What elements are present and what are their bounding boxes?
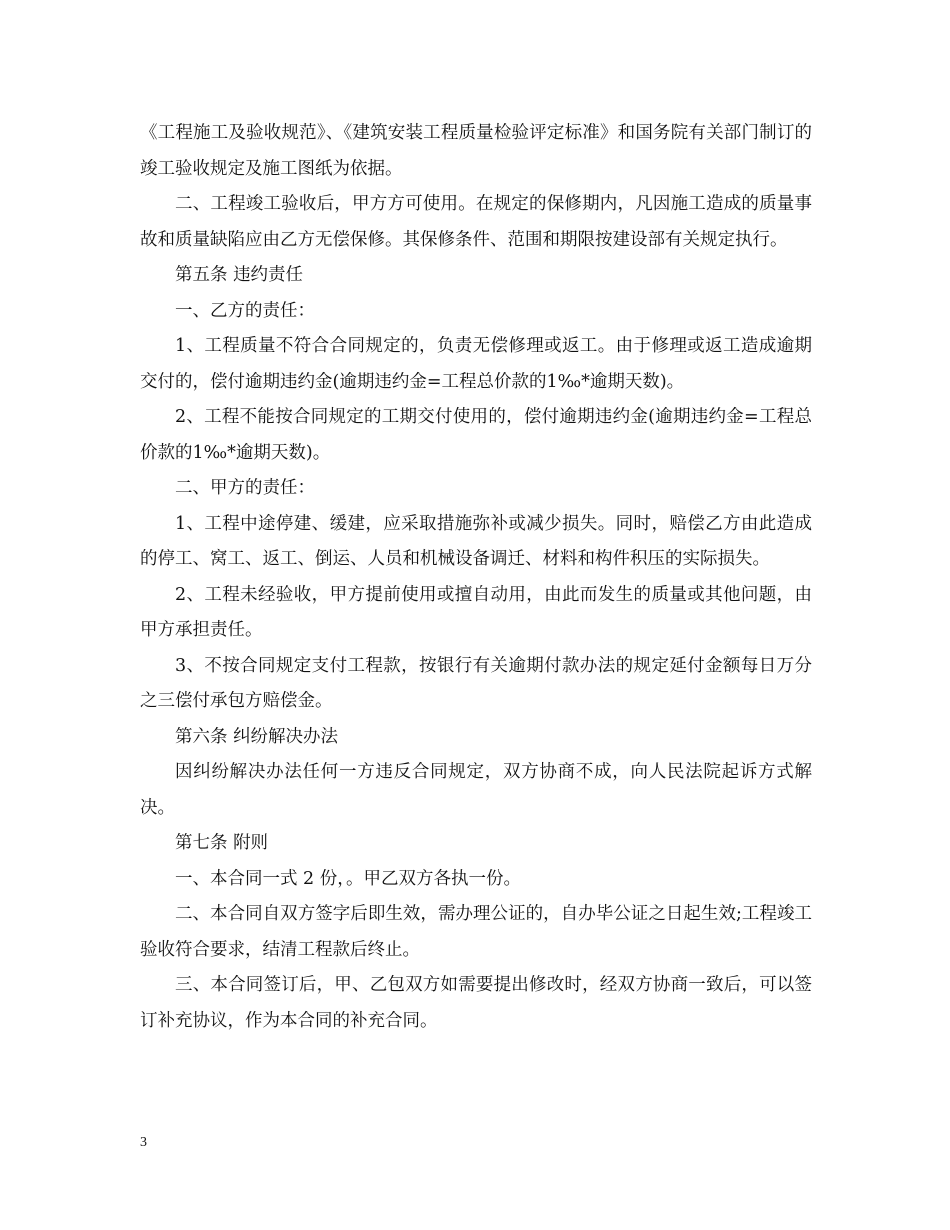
page-number: 3 [140,1135,147,1150]
paragraph-7: 二、甲方的责任： [175,478,315,498]
article-6-heading: 第六条 纠纷解决办法 [175,726,339,747]
paragraph-12: 因纠纷解决办法任何一方违反合同规定，双方协商不成，向人民法院起诉方式解决。 [140,762,812,818]
article-5-heading: 第五条 违约责任 [175,265,304,285]
paragraph-16: 三、本合同签订后，甲、乙包双方如需要提出修改时，经双方协商一致后，可以签订补充协议，作为本合同的补充合同。 [140,975,812,1031]
article-7-heading: 第七条 附则 [175,833,269,853]
paragraph-2: 二、工程竣工验收后，甲方方可使用。在规定的保修期内，凡因施工造成的质量事故和质量缺陷应由乙方无偿保修。其保修条件、范围和期限按建设部有关规定执行。 [140,194,812,250]
paragraph-6: 2、工程不能按合同规定的工期交付使用的，偿付逾期违约金(逾期违约金=工程总价款的1‰*逾期天数)。 [140,407,812,463]
paragraph-9: 2、工程未经验收，甲方提前使用或擅自动用，由此而发生的质量或其他问题，由甲方承担责任。 [140,584,812,640]
paragraph-8: 1、工程中途停建、缓建，应采取措施弥补或减少损失。同时，赔偿乙方由此造成的停工、窝工、返工、倒运、人员和机械设备调迁、材料和构件积压的实际损失。 [140,513,812,569]
paragraph-10: 3、不按合同规定支付工程款，按银行有关逾期付款办法的规定延付金额每日万分之三偿付承包方赔偿金。 [140,655,812,711]
paragraph-14: 一、本合同一式 2 份，。甲乙双方各执一份。 [175,868,522,889]
paragraph-5: 1、工程质量不符合合同规定的，负责无偿修理或返工。由于修理或返工造成逾期交付的，偿付逾期违约金(逾期违约金=工程总价款的1‰*逾期天数)。 [140,336,812,392]
paragraph-15: 二、本合同自双方签字后即生效，需办理公证的，自办毕公证之日起生效;工程竣工验收符合要求，结清工程款后终止。 [140,904,812,960]
paragraph-4: 一、乙方的责任： [175,300,315,321]
document-body [140,116,812,1039]
paragraph-1: 《工程施工及验收规范》、《建筑安装工程质量检验评定标准》和国务院有关部门制订的竣工验收规定及施工图纸为依据。 [140,123,812,179]
